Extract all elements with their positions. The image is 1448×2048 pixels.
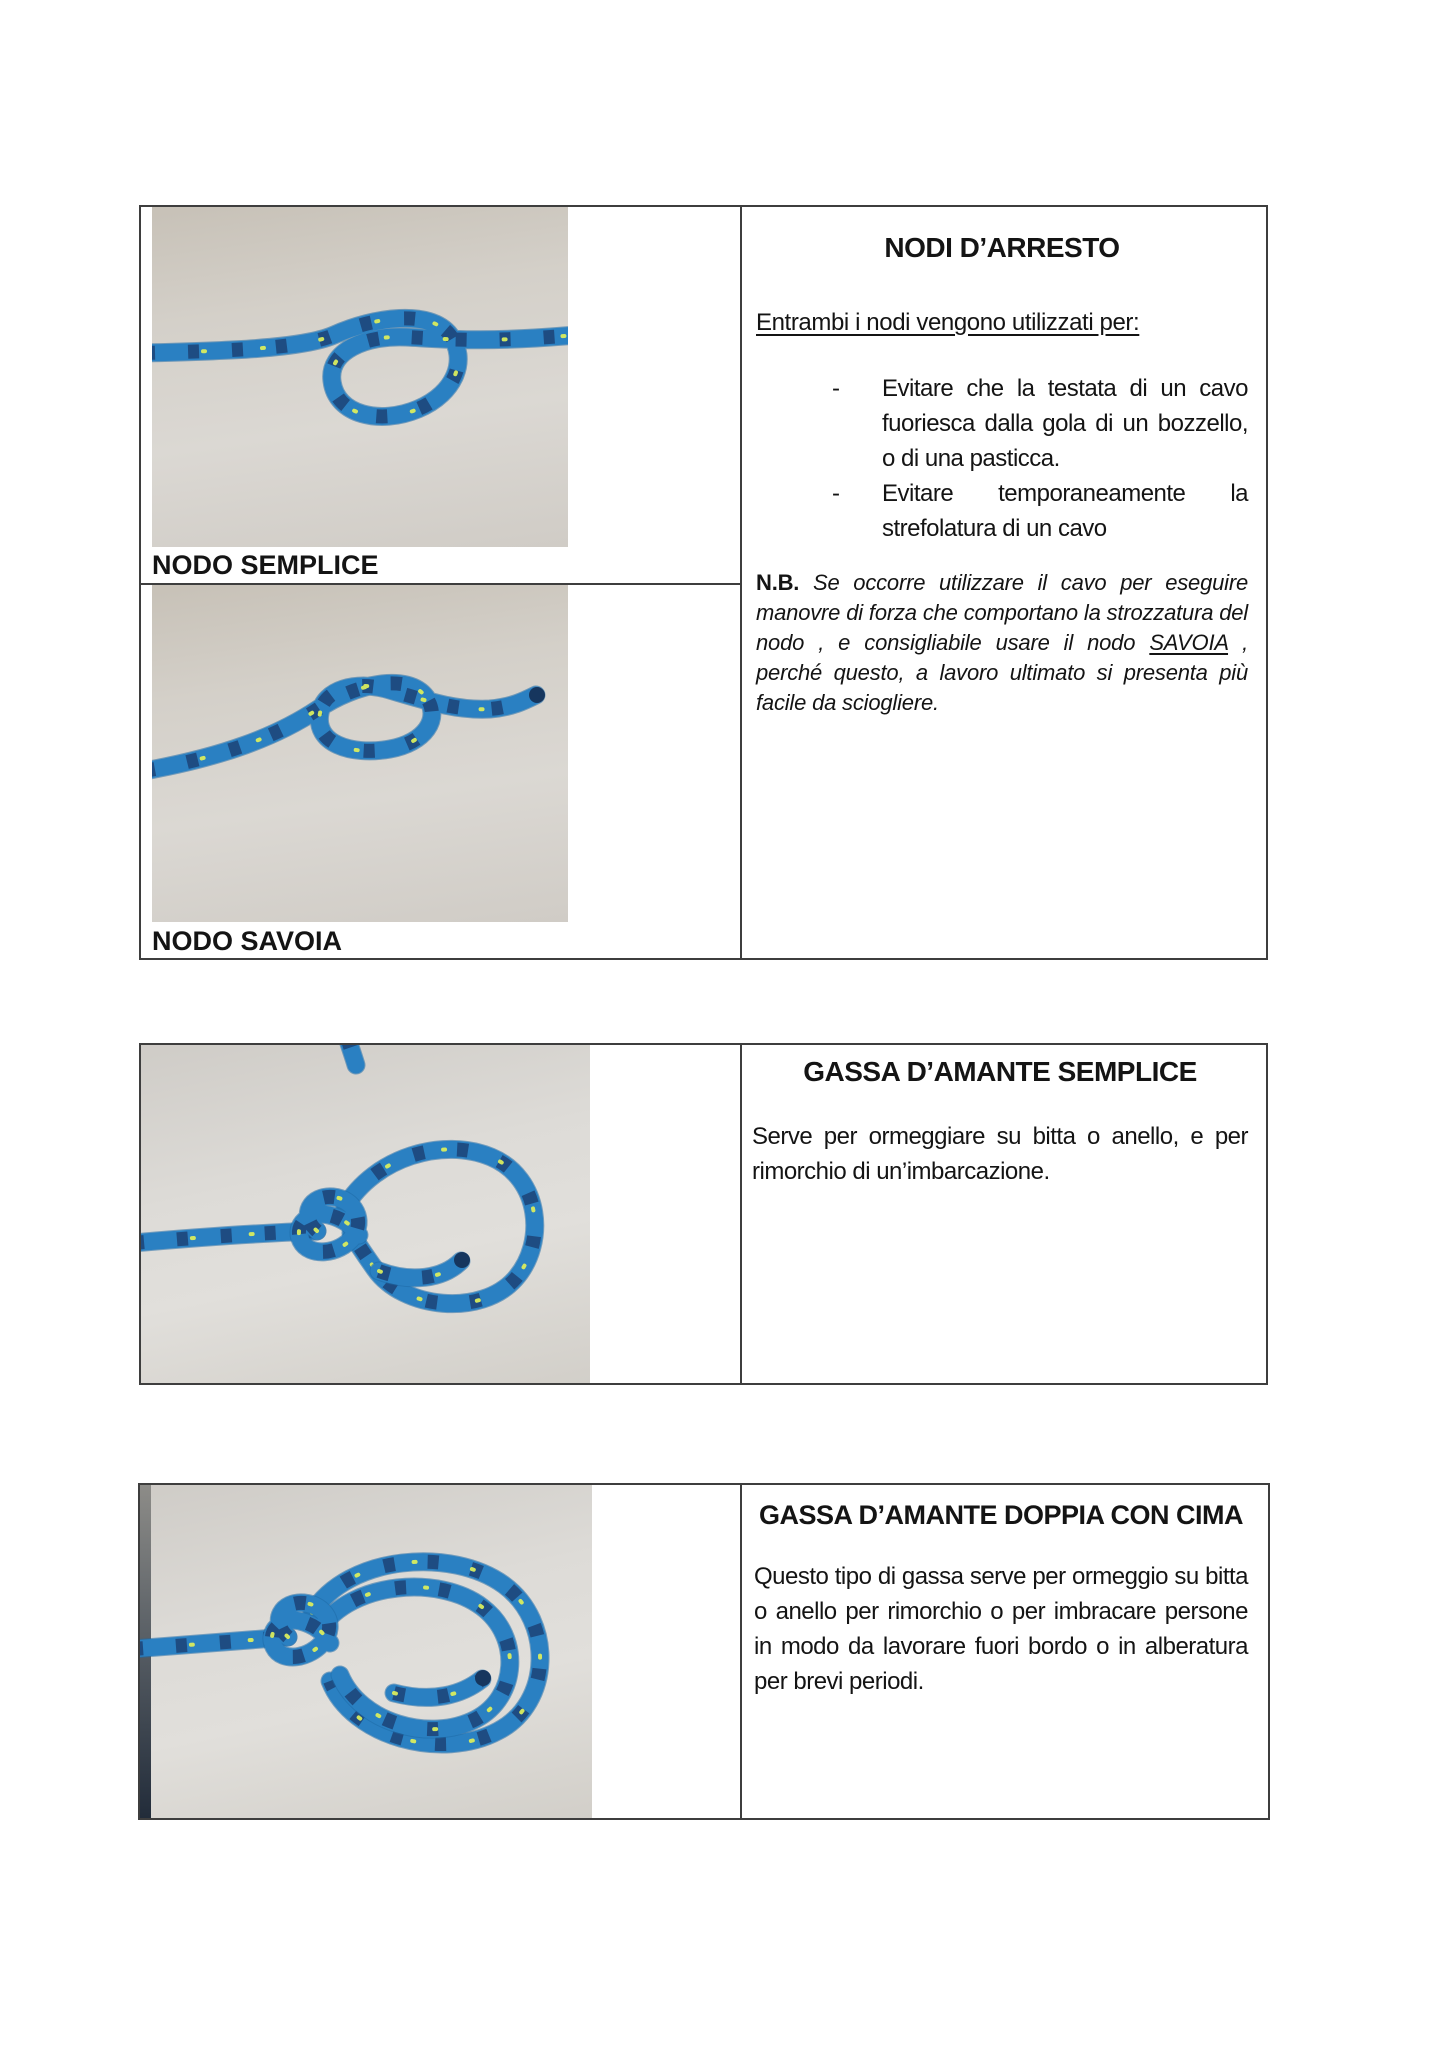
- nb-note: [756, 568, 1248, 718]
- section-title: NODI D’ARRESTO: [884, 232, 1120, 263]
- section-body: Questo tipo di gassa serve per ormeggio su bitta o anello per rimorchio o per imbracare persone in modo da lavorare fuori bordo o in alberatura per brevi periodi.: [754, 1563, 1248, 1695]
- overhand-knot-illustration: [152, 207, 568, 547]
- photo-double-bowline-knot: [140, 1485, 592, 1818]
- table-bowline: [139, 1043, 1268, 1385]
- table-stopper-knots: [139, 205, 1268, 960]
- table-double-bowline: [138, 1483, 1270, 1820]
- caption-nodo-savoia: NODO SAVOIA: [152, 926, 343, 956]
- bowline-knot-illustration: [141, 1045, 590, 1383]
- section-title: GASSA D’AMANTE SEMPLICE: [803, 1056, 1197, 1087]
- photo-figure-eight-knot: [152, 585, 568, 922]
- bowline-text-cell: [742, 1045, 1266, 1383]
- rope-end: [454, 1252, 470, 1268]
- bullet-item: [832, 371, 1248, 476]
- figure-eight-knot-illustration: [152, 585, 568, 922]
- rope-end: [475, 1670, 491, 1686]
- double-bowline-knot-illustration: [140, 1485, 592, 1818]
- caption-nodo-semplice: NODO SEMPLICE: [152, 550, 379, 580]
- nb-text-before: Se occorre utilizzare il cavo per eseguire manovre di forza che comportano la strozzatura del nodo , e consigliabile usare il nodo: [756, 570, 1248, 655]
- photo-overhand-knot: [152, 207, 568, 547]
- bullet-item: [832, 476, 1248, 546]
- section-body: Serve per ormeggiare su bitta o anello, e per rimorchio di un’imbarcazione.: [752, 1123, 1248, 1185]
- section-title: GASSA D’AMANTE DOPPIA CON CIMA: [758, 1500, 1243, 1530]
- nb-text-after: , perché questo, a lavoro ultimato si presenta più facile da sciogliere.: [756, 630, 1249, 715]
- bullet-text: Evitare temporaneamente la strefolatura di un cavo: [882, 480, 1248, 542]
- nb-savoia-underlined: SAVOIA: [1149, 630, 1229, 655]
- stopper-knots-text-cell: [742, 207, 1266, 958]
- bullet-list: [832, 371, 1248, 546]
- intro-underlined: Entrambi i nodi vengono utilizzati per:: [756, 309, 1140, 336]
- nb-label: N.B.: [756, 570, 800, 595]
- double-bowline-text-cell: [742, 1485, 1268, 1818]
- bullet-text: Evitare che la testata di un cavo fuoriesca dalla gola di un bozzello, o di una pasticca.: [882, 375, 1248, 472]
- bullet-dash: -: [832, 375, 840, 402]
- photo-bowline-knot: [141, 1045, 590, 1383]
- bullet-dash: -: [832, 480, 840, 507]
- rope-end: [529, 687, 545, 703]
